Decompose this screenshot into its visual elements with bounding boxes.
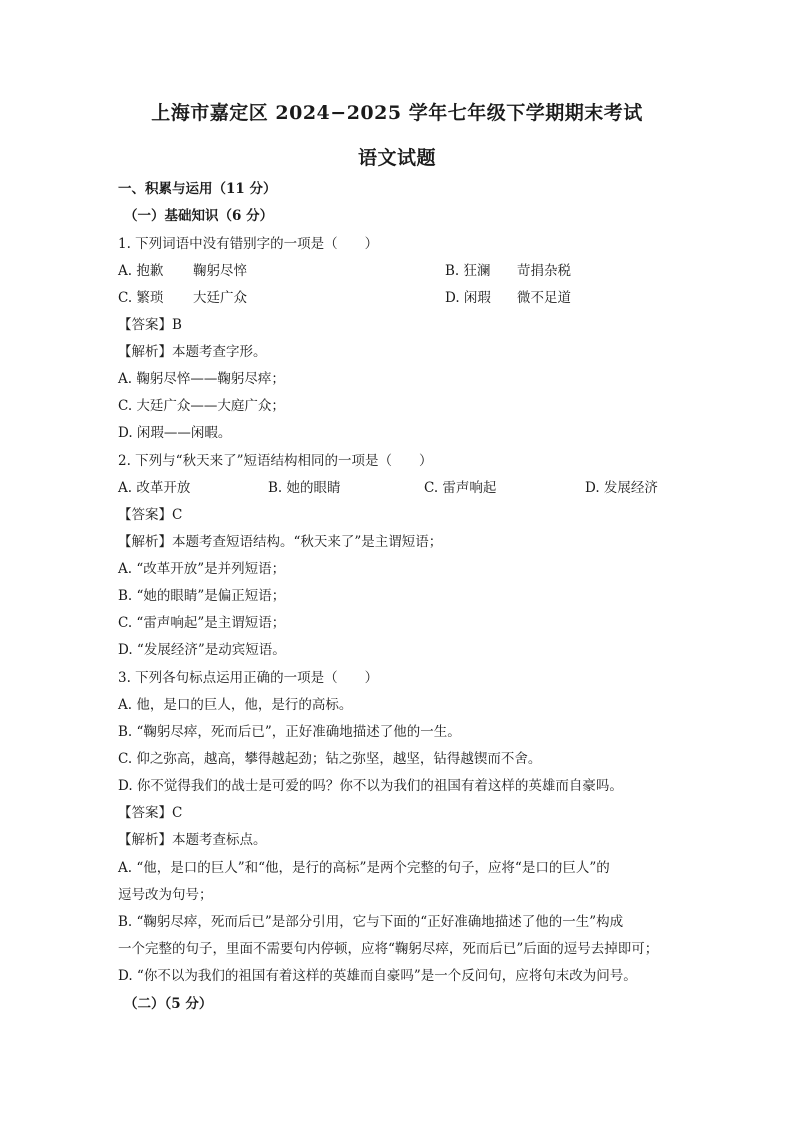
question-2-options-row: [0, 480, 794, 496]
option-d-word: 微不足道: [517, 290, 571, 306]
question-2-analysis-line: D. “发展经济”是动宾短语。: [118, 642, 286, 658]
question-2-analysis-line: 【解析】本题考查短语结构。“秋天来了”是主谓短语；: [118, 534, 443, 550]
question-1-stem: 1. 下列词语中没有错别字的一项是（ ）: [118, 236, 379, 252]
question-1-analysis-line: C. 大廷广众——大庭广众；: [118, 398, 285, 414]
question-3-option-c: C. 仰之弥高，越高，攀得越起劲；钻之弥坚，越坚，钻得越锲而不舍。: [118, 751, 542, 767]
option-a-label: A. 抱歉: [118, 263, 164, 279]
subsection-heading: （一）基础知识（6 分）: [124, 208, 274, 224]
question-3-option-a: A. 他，是口的巨人，他，是行的高标。: [118, 697, 353, 713]
question-1-analysis-line: 【解析】本题考查字形。: [118, 344, 267, 360]
question-1-options-row-2: [0, 290, 794, 306]
question-3-option-b: B. “鞠躬尽瘁，死而后已”，正好准确地描述了他的一生。: [118, 724, 461, 740]
option-c-label: C. 繁琐: [118, 290, 164, 306]
question-3-analysis-line: D. “你不以为我们的祖国有着这样的英雄而自豪吗”是一个反问句，应将句末改为问号。: [118, 968, 637, 984]
option-b-word: 苛捐杂税: [517, 263, 571, 279]
question-3-analysis-line: B. “鞠躬尽瘁，死而后已”是部分引用，它与下面的“正好准确地描述了他的一生”构成: [118, 914, 624, 930]
question-2-analysis-line: B. “她的眼睛”是偏正短语；: [118, 588, 286, 604]
page-title: 上海市嘉定区 2024−2025 学年七年级下学期期末考试: [151, 102, 643, 124]
question-2-analysis-line: A. “改革开放”是并列短语；: [118, 561, 286, 577]
question-2-stem: 2. 下列与“秋天来了”短语结构相同的一项是（ ）: [118, 453, 433, 469]
question-1-analysis-line: D. 闲瑕——闲暇。: [118, 425, 232, 441]
option-a: A. 改革开放: [118, 480, 191, 496]
subsection-heading: （二）（5 分）: [124, 996, 213, 1012]
question-1-analysis-line: A. 鞠躬尽悴——鞠躬尽瘁；: [118, 371, 285, 387]
question-3-stem: 3. 下列各句标点运用正确的一项是（ ）: [118, 670, 379, 686]
question-2-answer: 【答案】C: [118, 507, 183, 523]
question-1-answer: 【答案】B: [118, 317, 182, 333]
question-3-option-d: D. 你不觉得我们的战士是可爱的吗？你不以为我们的祖国有着这样的英雄而自豪吗。: [118, 778, 623, 794]
page-subtitle: 语文试题: [357, 147, 436, 169]
option-c: C. 雷声响起: [424, 480, 497, 496]
question-2-analysis-line: C. “雷声响起”是主谓短语；: [118, 615, 286, 631]
question-3-analysis-line: 一个完整的句子，里面不需要句内停顿，应将“鞠躬尽瘁，死而后已”后面的逗号去掉即可；: [118, 941, 659, 957]
option-a-word: 鞠躬尽悴: [193, 263, 247, 279]
question-3-analysis-line: 【解析】本题考查标点。: [118, 832, 267, 848]
option-b: B. 她的眼睛: [268, 480, 341, 496]
option-b-label: B. 狂澜: [445, 263, 491, 279]
option-c-word: 大廷广众: [193, 290, 247, 306]
question-1-options-row-1: [0, 263, 794, 279]
option-d: D. 发展经济: [585, 480, 658, 496]
section-heading: 一、积累与运用（11 分）: [118, 181, 277, 197]
question-3-answer: 【答案】C: [118, 805, 183, 821]
option-d-label: D. 闲瑕: [445, 290, 491, 306]
question-3-analysis-line: 逗号改为句号；: [118, 887, 213, 903]
question-3-analysis-line: A. “他，是口的巨人”和“他，是行的高标”是两个完整的句子，应将“是口的巨人”的: [118, 860, 610, 876]
